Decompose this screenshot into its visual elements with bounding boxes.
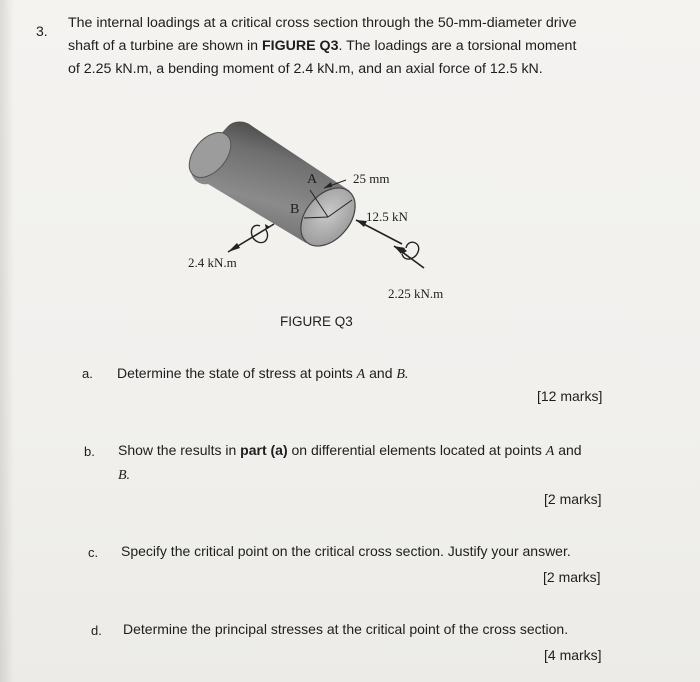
- intro-line-3: of 2.25 kN.m, a bending moment of 2.4 kN.m, and an axial force of 12.5 kN.: [68, 61, 543, 77]
- part-d-letter: d.: [91, 623, 102, 638]
- part-b-and: and: [554, 442, 582, 458]
- intro-line-2: [68, 35, 577, 58]
- point-b-label: B: [290, 202, 300, 217]
- part-b-text: [118, 439, 618, 487]
- bending-moment-curl: [251, 225, 267, 242]
- question-number: 3.: [36, 23, 48, 39]
- part-a-marks: [12 marks]: [537, 388, 603, 404]
- figure-caption: FIGURE Q3: [280, 314, 353, 329]
- point-a-label: A: [307, 172, 318, 187]
- part-b-marks: [2 marks]: [544, 491, 602, 507]
- part-b-point-b: B.: [118, 468, 131, 483]
- intro-line-2-pre: shaft of a turbine are shown in: [68, 38, 263, 54]
- axial-force-label: 12.5 kN: [366, 209, 408, 224]
- intro-line-2-post: . The loadings are a torsional moment: [338, 38, 577, 54]
- part-b-point-a: A: [545, 444, 555, 459]
- intro-line-1: The internal loadings at a critical cross section through the 50-mm-diameter drive: [68, 15, 577, 31]
- part-a-and: and: [365, 365, 397, 381]
- question-intro: [68, 12, 577, 81]
- part-d-marks: [4 marks]: [544, 647, 602, 663]
- figure-reference: FIGURE Q3: [262, 38, 339, 54]
- torsion-label: 2.25 kN.m: [388, 286, 444, 301]
- part-a-letter: a.: [82, 366, 93, 381]
- part-d-text: Determine the principal stresses at the critical point of the cross section.: [123, 621, 569, 637]
- part-b-prompt-post: on differential elements located at points: [287, 442, 546, 458]
- part-c-text: Specify the critical point on the critical cross section. Justify your answer.: [121, 543, 571, 559]
- part-a-text: [117, 362, 408, 386]
- part-c-letter: c.: [88, 545, 99, 560]
- shaft-diagram: [170, 118, 490, 313]
- bending-moment-label: 2.4 kN.m: [188, 255, 237, 270]
- radius-label: 25 mm: [353, 171, 390, 186]
- page-edge-shadow: [0, 0, 14, 682]
- bending-moment-arrowhead: [228, 243, 240, 252]
- part-c-marks: [2 marks]: [543, 569, 601, 585]
- part-b-reference: part (a): [240, 442, 288, 458]
- part-a-prompt: Determine the state of stress at points: [117, 365, 357, 381]
- part-b-letter: b.: [84, 444, 95, 459]
- shaft-figure: [170, 118, 490, 313]
- part-a-point-b: B.: [396, 367, 409, 382]
- part-b-prompt-pre: Show the results in: [118, 442, 241, 458]
- part-a-point-a: A: [356, 367, 366, 382]
